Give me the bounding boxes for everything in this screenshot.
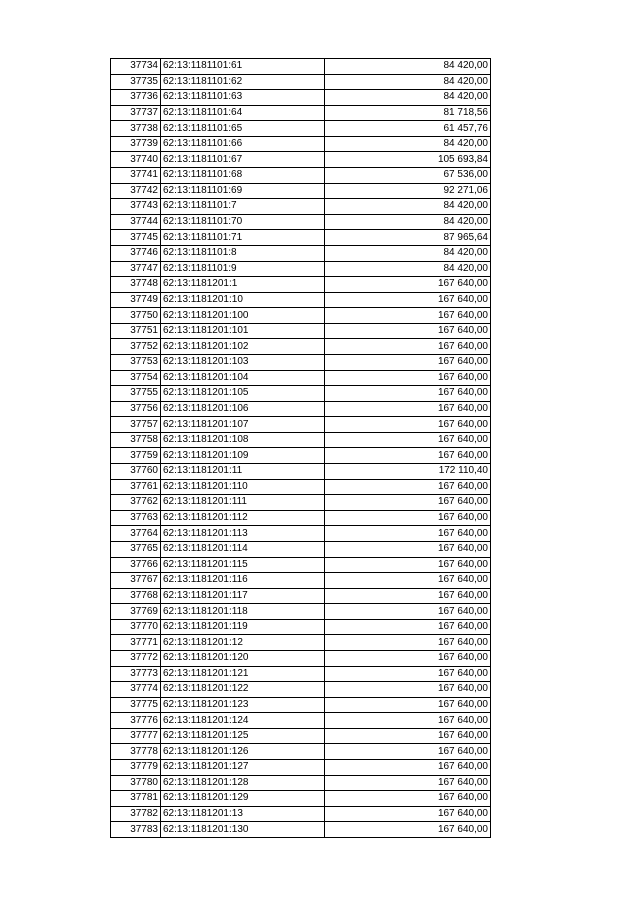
cadastral-number-cell: 62:13:1181201:128 [161, 775, 325, 791]
row-number-cell: 37747 [111, 261, 161, 277]
table-body [111, 59, 491, 838]
row-number-cell: 37778 [111, 744, 161, 760]
cadastral-number-cell: 62:13:1181201:106 [161, 401, 325, 417]
table-row [111, 760, 491, 776]
table-row [111, 791, 491, 807]
row-number-cell: 37741 [111, 168, 161, 184]
row-number-cell: 37770 [111, 619, 161, 635]
table-row [111, 323, 491, 339]
table-row [111, 448, 491, 464]
cadastral-number-cell: 62:13:1181201:119 [161, 619, 325, 635]
cadastral-number-cell: 62:13:1181101:64 [161, 105, 325, 121]
table-row [111, 479, 491, 495]
table-row [111, 105, 491, 121]
row-number-cell: 37739 [111, 136, 161, 152]
cadastral-value-cell: 167 640,00 [325, 495, 491, 511]
row-number-cell: 37765 [111, 541, 161, 557]
cadastral-value-cell: 167 640,00 [325, 386, 491, 402]
table-row [111, 588, 491, 604]
row-number-cell: 37742 [111, 183, 161, 199]
table-row [111, 370, 491, 386]
cadastral-value-cell: 167 640,00 [325, 370, 491, 386]
cadastral-number-cell: 62:13:1181101:63 [161, 90, 325, 106]
cadastral-number-cell: 62:13:1181101:69 [161, 183, 325, 199]
cadastral-value-cell: 167 640,00 [325, 292, 491, 308]
cadastral-number-cell: 62:13:1181201:10 [161, 292, 325, 308]
cadastral-number-cell: 62:13:1181201:110 [161, 479, 325, 495]
table-row [111, 604, 491, 620]
table-row [111, 775, 491, 791]
cadastral-number-cell: 62:13:1181101:68 [161, 168, 325, 184]
row-number-cell: 37753 [111, 354, 161, 370]
cadastral-number-cell: 62:13:1181201:13 [161, 806, 325, 822]
table-row [111, 822, 491, 838]
row-number-cell: 37758 [111, 432, 161, 448]
row-number-cell: 37751 [111, 323, 161, 339]
cadastral-value-cell: 105 693,84 [325, 152, 491, 168]
cadastral-value-cell: 167 640,00 [325, 510, 491, 526]
cadastral-value-cell: 167 640,00 [325, 650, 491, 666]
row-number-cell: 37780 [111, 775, 161, 791]
table-row [111, 495, 491, 511]
table-row [111, 214, 491, 230]
row-number-cell: 37767 [111, 573, 161, 589]
cadastral-number-cell: 62:13:1181201:123 [161, 697, 325, 713]
row-number-cell: 37754 [111, 370, 161, 386]
cadastral-value-cell: 81 718,56 [325, 105, 491, 121]
cadastral-value-cell: 167 640,00 [325, 448, 491, 464]
cadastral-number-cell: 62:13:1181101:8 [161, 245, 325, 261]
table-row [111, 74, 491, 90]
row-number-cell: 37759 [111, 448, 161, 464]
cadastral-number-cell: 62:13:1181101:9 [161, 261, 325, 277]
cadastral-number-cell: 62:13:1181201:114 [161, 541, 325, 557]
row-number-cell: 37777 [111, 728, 161, 744]
cadastral-number-cell: 62:13:1181201:117 [161, 588, 325, 604]
table-row [111, 136, 491, 152]
row-number-cell: 37752 [111, 339, 161, 355]
table-row [111, 682, 491, 698]
row-number-cell: 37749 [111, 292, 161, 308]
table-row [111, 90, 491, 106]
cadastral-number-cell: 62:13:1181201:105 [161, 386, 325, 402]
cadastral-number-cell: 62:13:1181101:7 [161, 199, 325, 215]
table-row [111, 417, 491, 433]
row-number-cell: 37737 [111, 105, 161, 121]
cadastral-number-cell: 62:13:1181101:62 [161, 74, 325, 90]
table-row [111, 744, 491, 760]
cadastral-number-cell: 62:13:1181201:127 [161, 760, 325, 776]
row-number-cell: 37746 [111, 245, 161, 261]
table-row [111, 59, 491, 75]
cadastral-number-cell: 62:13:1181201:11 [161, 464, 325, 480]
row-number-cell: 37769 [111, 604, 161, 620]
cadastral-value-cell: 167 640,00 [325, 604, 491, 620]
cadastral-value-cell: 167 640,00 [325, 417, 491, 433]
cadastral-value-cell: 84 420,00 [325, 261, 491, 277]
cadastral-number-cell: 62:13:1181201:124 [161, 713, 325, 729]
cadastral-value-cell: 167 640,00 [325, 541, 491, 557]
cadastral-value-cell: 167 640,00 [325, 744, 491, 760]
cadastral-number-cell: 62:13:1181201:120 [161, 650, 325, 666]
table-row [111, 526, 491, 542]
row-number-cell: 37761 [111, 479, 161, 495]
cadastral-value-table [110, 58, 491, 838]
cadastral-number-cell: 62:13:1181201:12 [161, 635, 325, 651]
row-number-cell: 37775 [111, 697, 161, 713]
table-row [111, 168, 491, 184]
row-number-cell: 37762 [111, 495, 161, 511]
cadastral-number-cell: 62:13:1181101:65 [161, 121, 325, 137]
table-row [111, 697, 491, 713]
cadastral-number-cell: 62:13:1181201:100 [161, 308, 325, 324]
row-number-cell: 37750 [111, 308, 161, 324]
row-number-cell: 37745 [111, 230, 161, 246]
row-number-cell: 37748 [111, 277, 161, 293]
table-row [111, 728, 491, 744]
table-row [111, 183, 491, 199]
table-row [111, 277, 491, 293]
cadastral-value-cell: 167 640,00 [325, 728, 491, 744]
row-number-cell: 37774 [111, 682, 161, 698]
cadastral-number-cell: 62:13:1181201:109 [161, 448, 325, 464]
table-row [111, 541, 491, 557]
cadastral-number-cell: 62:13:1181201:129 [161, 791, 325, 807]
cadastral-value-cell: 167 640,00 [325, 697, 491, 713]
row-number-cell: 37734 [111, 59, 161, 75]
row-number-cell: 37756 [111, 401, 161, 417]
cadastral-value-cell: 167 640,00 [325, 806, 491, 822]
cadastral-value-cell: 167 640,00 [325, 526, 491, 542]
cadastral-number-cell: 62:13:1181101:66 [161, 136, 325, 152]
cadastral-value-cell: 167 640,00 [325, 635, 491, 651]
cadastral-number-cell: 62:13:1181201:102 [161, 339, 325, 355]
cadastral-number-cell: 62:13:1181101:71 [161, 230, 325, 246]
cadastral-value-cell: 92 271,06 [325, 183, 491, 199]
row-number-cell: 37776 [111, 713, 161, 729]
row-number-cell: 37782 [111, 806, 161, 822]
table-row [111, 152, 491, 168]
cadastral-value-cell: 167 640,00 [325, 277, 491, 293]
cadastral-number-cell: 62:13:1181101:70 [161, 214, 325, 230]
table-row [111, 666, 491, 682]
cadastral-value-cell: 167 640,00 [325, 713, 491, 729]
table-row [111, 806, 491, 822]
cadastral-value-cell: 167 640,00 [325, 401, 491, 417]
row-number-cell: 37773 [111, 666, 161, 682]
row-number-cell: 37771 [111, 635, 161, 651]
cadastral-number-cell: 62:13:1181201:101 [161, 323, 325, 339]
cadastral-number-cell: 62:13:1181201:104 [161, 370, 325, 386]
row-number-cell: 37763 [111, 510, 161, 526]
row-number-cell: 37735 [111, 74, 161, 90]
cadastral-value-cell: 167 640,00 [325, 557, 491, 573]
row-number-cell: 37768 [111, 588, 161, 604]
cadastral-number-cell: 62:13:1181201:116 [161, 573, 325, 589]
cadastral-value-cell: 167 640,00 [325, 479, 491, 495]
table-row [111, 713, 491, 729]
cadastral-number-cell: 62:13:1181201:130 [161, 822, 325, 838]
cadastral-value-cell: 167 640,00 [325, 339, 491, 355]
table-row [111, 401, 491, 417]
cadastral-value-cell: 167 640,00 [325, 760, 491, 776]
table-row [111, 121, 491, 137]
cadastral-value-cell: 84 420,00 [325, 90, 491, 106]
cadastral-value-cell: 167 640,00 [325, 308, 491, 324]
cadastral-number-cell: 62:13:1181201:112 [161, 510, 325, 526]
row-number-cell: 37743 [111, 199, 161, 215]
cadastral-number-cell: 62:13:1181201:126 [161, 744, 325, 760]
table-row [111, 339, 491, 355]
cadastral-number-cell: 62:13:1181201:125 [161, 728, 325, 744]
cadastral-value-cell: 167 640,00 [325, 682, 491, 698]
row-number-cell: 37760 [111, 464, 161, 480]
table-row [111, 386, 491, 402]
table-row [111, 245, 491, 261]
cadastral-number-cell: 62:13:1181101:61 [161, 59, 325, 75]
row-number-cell: 37772 [111, 650, 161, 666]
cadastral-value-cell: 84 420,00 [325, 214, 491, 230]
cadastral-number-cell: 62:13:1181201:122 [161, 682, 325, 698]
cadastral-number-cell: 62:13:1181201:113 [161, 526, 325, 542]
cadastral-number-cell: 62:13:1181201:1 [161, 277, 325, 293]
table-row [111, 432, 491, 448]
cadastral-value-cell: 167 640,00 [325, 323, 491, 339]
row-number-cell: 37736 [111, 90, 161, 106]
table-row [111, 635, 491, 651]
cadastral-value-cell: 167 640,00 [325, 619, 491, 635]
cadastral-value-cell: 167 640,00 [325, 588, 491, 604]
cadastral-value-cell: 167 640,00 [325, 432, 491, 448]
table-row [111, 464, 491, 480]
table-row [111, 199, 491, 215]
cadastral-value-cell: 84 420,00 [325, 245, 491, 261]
row-number-cell: 37757 [111, 417, 161, 433]
cadastral-number-cell: 62:13:1181201:121 [161, 666, 325, 682]
cadastral-value-cell: 84 420,00 [325, 74, 491, 90]
cadastral-value-cell: 167 640,00 [325, 791, 491, 807]
row-number-cell: 37764 [111, 526, 161, 542]
cadastral-value-cell: 87 965,64 [325, 230, 491, 246]
row-number-cell: 37740 [111, 152, 161, 168]
row-number-cell: 37783 [111, 822, 161, 838]
table-row [111, 230, 491, 246]
table-row [111, 619, 491, 635]
row-number-cell: 37738 [111, 121, 161, 137]
cadastral-value-cell: 172 110,40 [325, 464, 491, 480]
cadastral-value-cell: 167 640,00 [325, 666, 491, 682]
cadastral-number-cell: 62:13:1181201:111 [161, 495, 325, 511]
cadastral-value-cell: 167 640,00 [325, 573, 491, 589]
row-number-cell: 37779 [111, 760, 161, 776]
table-row [111, 261, 491, 277]
row-number-cell: 37766 [111, 557, 161, 573]
table-row [111, 510, 491, 526]
table-row [111, 557, 491, 573]
cadastral-number-cell: 62:13:1181201:103 [161, 354, 325, 370]
cadastral-value-cell: 67 536,00 [325, 168, 491, 184]
row-number-cell: 37781 [111, 791, 161, 807]
cadastral-value-cell: 167 640,00 [325, 354, 491, 370]
cadastral-value-cell: 167 640,00 [325, 775, 491, 791]
cadastral-number-cell: 62:13:1181201:115 [161, 557, 325, 573]
table-row [111, 292, 491, 308]
row-number-cell: 37744 [111, 214, 161, 230]
row-number-cell: 37755 [111, 386, 161, 402]
cadastral-value-cell: 84 420,00 [325, 59, 491, 75]
cadastral-number-cell: 62:13:1181201:107 [161, 417, 325, 433]
table-row [111, 354, 491, 370]
cadastral-value-cell: 167 640,00 [325, 822, 491, 838]
cadastral-value-cell: 84 420,00 [325, 136, 491, 152]
cadastral-value-cell: 84 420,00 [325, 199, 491, 215]
cadastral-number-cell: 62:13:1181201:108 [161, 432, 325, 448]
cadastral-value-cell: 61 457,76 [325, 121, 491, 137]
table-row [111, 573, 491, 589]
table-row [111, 650, 491, 666]
cadastral-number-cell: 62:13:1181201:118 [161, 604, 325, 620]
table-row [111, 308, 491, 324]
cadastral-number-cell: 62:13:1181101:67 [161, 152, 325, 168]
